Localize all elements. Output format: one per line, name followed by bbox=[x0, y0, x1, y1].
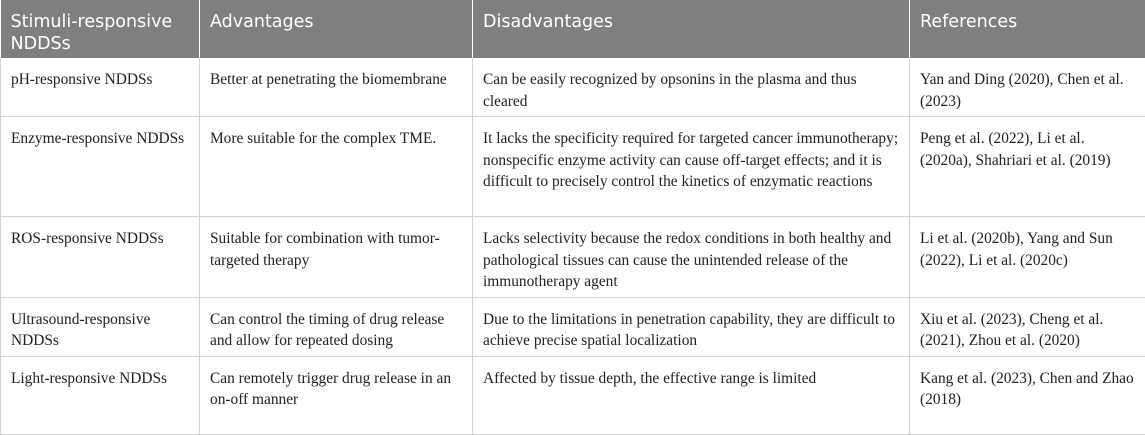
cell-references: Peng et al. (2022), Li et al. (2020a), Shahriari et al. (2019) bbox=[910, 117, 1145, 217]
cell-disadvantages: Affected by tissue depth, the effective range is limited bbox=[473, 356, 910, 434]
header-disadvantages: Disadvantages bbox=[473, 0, 910, 58]
cell-advantages: More suitable for the complex TME. bbox=[200, 117, 473, 217]
cell-disadvantages: Due to the limitations in penetration capability, they are difficult to achieve precise spatial localization bbox=[473, 297, 910, 356]
header-advantages: Advantages bbox=[200, 0, 473, 58]
cell-advantages: Can remotely trigger drug release in an on-off manner bbox=[200, 356, 473, 434]
cell-type: Ultrasound-responsive NDDSs bbox=[1, 297, 200, 356]
table-header-row bbox=[1, 0, 1145, 58]
table-row bbox=[1, 117, 1145, 217]
header-stimuli-responsive: Stimuli-responsive NDDSs bbox=[1, 0, 200, 58]
cell-type: Enzyme-responsive NDDSs bbox=[1, 117, 200, 217]
cell-references: Li et al. (2020b), Yang and Sun (2022), Li et al. (2020c) bbox=[910, 217, 1145, 298]
cell-disadvantages: Can be easily recognized by opsonins in the plasma and thus cleared bbox=[473, 58, 910, 117]
table-row bbox=[1, 356, 1145, 434]
cell-references: Kang et al. (2023), Chen and Zhao (2018) bbox=[910, 356, 1145, 434]
cell-advantages: Better at penetrating the biomembrane bbox=[200, 58, 473, 117]
cell-type: Light-responsive NDDSs bbox=[1, 356, 200, 434]
cell-disadvantages: Lacks selectivity because the redox conditions in both healthy and pathological tissues can cause the unintended release of the immunotherapy agent bbox=[473, 217, 910, 298]
table-row bbox=[1, 58, 1145, 117]
cell-advantages: Suitable for combination with tumor-targeted therapy bbox=[200, 217, 473, 298]
header-references: References bbox=[910, 0, 1145, 58]
table-row bbox=[1, 297, 1145, 356]
cell-type: pH-responsive NDDSs bbox=[1, 58, 200, 117]
cell-references: Xiu et al. (2023), Cheng et al. (2021), Zhou et al. (2020) bbox=[910, 297, 1145, 356]
cell-disadvantages: It lacks the specificity required for targeted cancer immunotherapy; nonspecific enzyme activity can cause off-target effects; and it is difficult to precisely control the kinetics of enzymatic reactions bbox=[473, 117, 910, 217]
cell-advantages: Can control the timing of drug release and allow for repeated dosing bbox=[200, 297, 473, 356]
table-row bbox=[1, 217, 1145, 298]
cell-references: Yan and Ding (2020), Chen et al. (2023) bbox=[910, 58, 1145, 117]
cell-type: ROS-responsive NDDSs bbox=[1, 217, 200, 298]
